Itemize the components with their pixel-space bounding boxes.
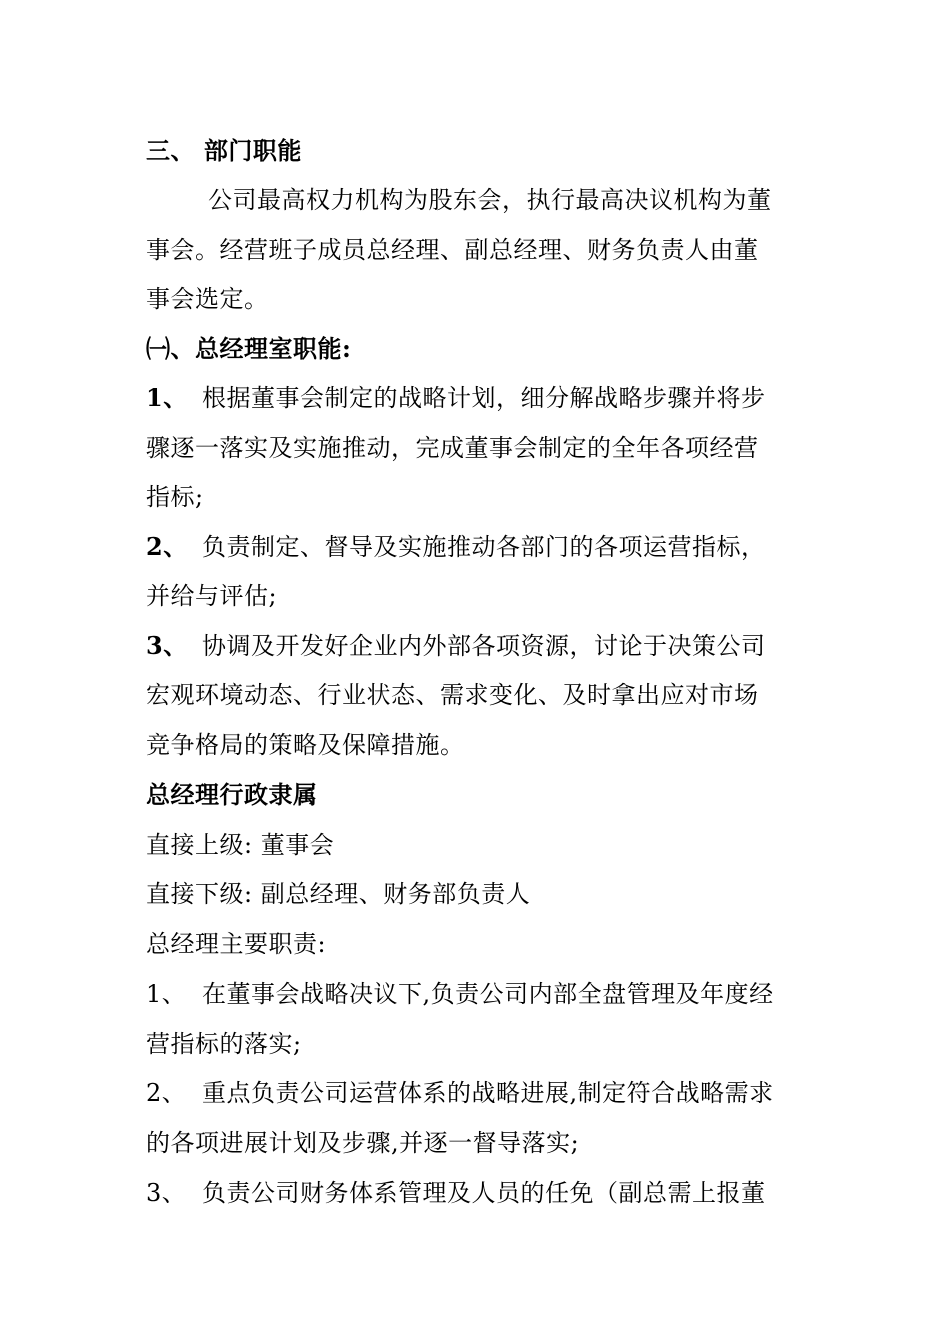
duty-item-1 [146, 979, 806, 1009]
gm-office-heading: ㈠、总经理室职能: [146, 334, 352, 363]
section-title: 三、 部门职能 [146, 136, 302, 165]
gm-office-item-1 [146, 383, 806, 413]
item-text: 负责公司财务体系管理及人员的任免（副总需上报董 [202, 1179, 766, 1207]
intro-line-3: 事会选定。 [146, 285, 269, 313]
gm-office-item-1-line-2: 骤逐一落实及实施推动，完成董事会制定的全年各项经营 [146, 434, 759, 462]
item-number: 3、 [146, 1179, 187, 1207]
gm-office-item-3 [146, 631, 806, 661]
item-number: 1、 [146, 980, 187, 1008]
intro-line-1: 公司最高权力机构为股东会，执行最高决议机构为董 [208, 186, 772, 214]
duty-item-2 [146, 1078, 806, 1108]
intro-line-2: 事会。经营班子成员总经理、副总经理、财务负责人由董 [146, 236, 759, 264]
item-number: 3、 [146, 631, 188, 660]
item-text: 负责制定、督导及实施推动各部门的各项运营指标， [202, 533, 766, 561]
duty-item-1-line-2: 营指标的落实; [146, 1030, 302, 1058]
duties-heading: 总经理主要职责: [146, 930, 327, 958]
direct-superior: 直接上级: 董事会 [146, 831, 335, 859]
item-text: 重点负责公司运营体系的战略进展,制定符合战略需求 [202, 1079, 774, 1107]
item-text: 根据董事会制定的战略计划，细分解战略步骤并将步 [202, 384, 766, 412]
gm-office-item-2 [146, 532, 806, 562]
item-number: 1、 [146, 383, 188, 412]
gm-office-item-3-line-2: 宏观环境动态、行业状态、需求变化、及时拿出应对市场 [146, 681, 759, 709]
gm-office-item-2-line-2: 并给与评估; [146, 582, 278, 610]
item-text: 在董事会战略决议下,负责公司内部全盘管理及年度经 [202, 980, 774, 1008]
duty-item-3 [146, 1178, 806, 1208]
gm-office-item-1-line-3: 指标; [146, 483, 204, 511]
gm-office-item-3-line-3: 竞争格局的策略及保障措施。 [146, 731, 465, 759]
direct-subordinate: 直接下级: 副总经理、财务部负责人 [146, 880, 531, 908]
duty-item-2-line-2: 的各项进展计划及步骤,并逐一督导落实; [146, 1129, 580, 1157]
item-number: 2、 [146, 532, 188, 561]
item-text: 协调及开发好企业内外部各项资源，讨论于决策公司 [202, 632, 766, 660]
item-number: 2、 [146, 1079, 187, 1107]
gm-admin-heading: 总经理行政隶属 [146, 780, 318, 809]
